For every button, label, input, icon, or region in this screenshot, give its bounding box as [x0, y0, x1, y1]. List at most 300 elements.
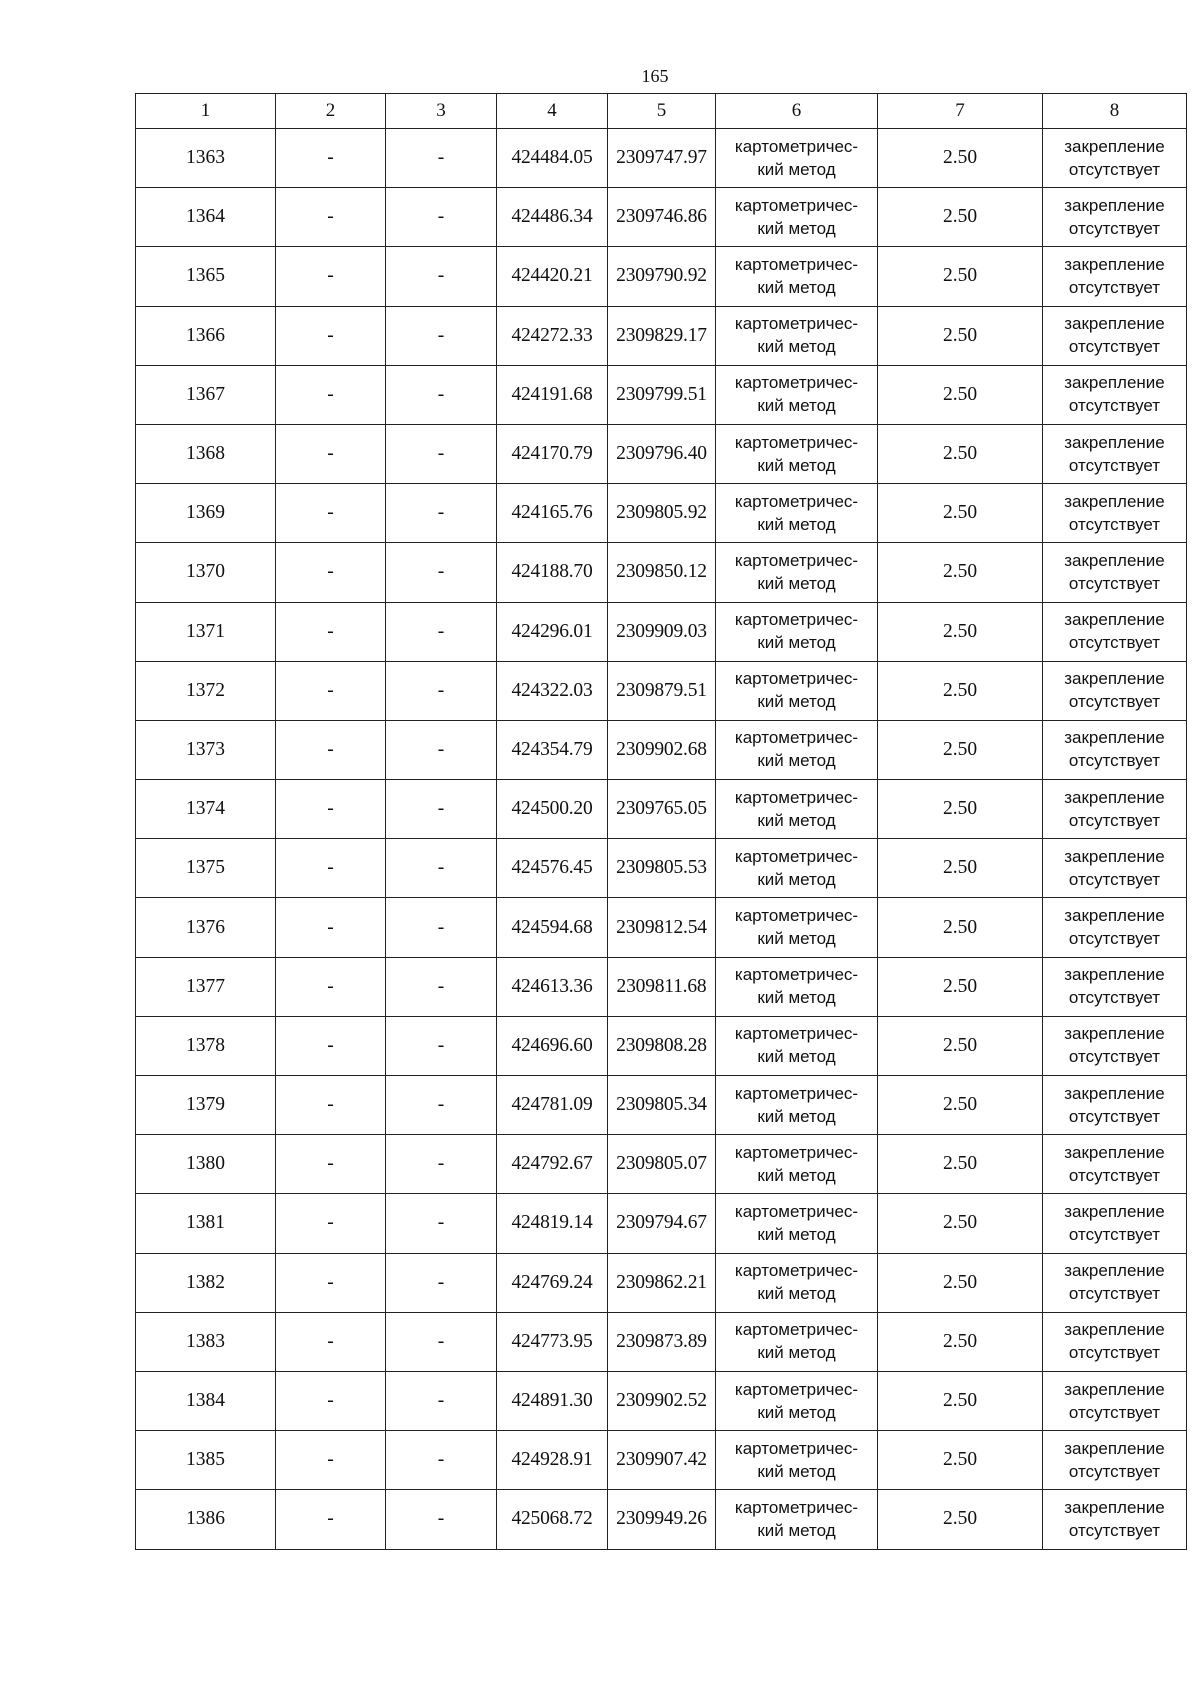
accuracy-cell: 2.50	[878, 720, 1043, 779]
y-coordinate-cell: 2309829.17	[608, 306, 716, 365]
table-row	[136, 780, 1187, 839]
fixing-cell	[1043, 1490, 1187, 1549]
column-header: 1	[136, 94, 276, 129]
column-header: 2	[276, 94, 386, 129]
fixing-line-2: отсутствует	[1068, 1343, 1161, 1363]
table-row	[136, 661, 1187, 720]
fixing-cell	[1043, 1312, 1187, 1371]
fixing-cell	[1043, 543, 1187, 602]
table-row	[136, 247, 1187, 306]
fixing-line-1: закрепление	[1064, 1261, 1165, 1281]
method-cell	[716, 1016, 878, 1075]
table-row	[136, 1431, 1187, 1490]
fixing-line-1: закрепление	[1064, 1083, 1165, 1103]
x-coordinate-cell: 424819.14	[497, 1194, 608, 1253]
method-line-2: кий метод	[757, 633, 836, 653]
method-line-2: кий метод	[757, 277, 836, 297]
column-2-cell: -	[276, 129, 386, 188]
fixing-line-1: закрепление	[1064, 1379, 1165, 1399]
point-number-cell: 1367	[136, 365, 276, 424]
fixing-line-2: отсутствует	[1068, 692, 1161, 712]
accuracy-cell: 2.50	[878, 424, 1043, 483]
column-3-cell: -	[386, 1312, 497, 1371]
method-line-2: кий метод	[757, 692, 836, 712]
column-2-cell: -	[276, 720, 386, 779]
method-cell	[716, 1371, 878, 1430]
fixing-line-1: закрепление	[1064, 1024, 1165, 1044]
fixing-line-1: закрепление	[1064, 373, 1165, 393]
y-coordinate-cell: 2309949.26	[608, 1490, 716, 1549]
fixing-line-1: закрепление	[1064, 314, 1165, 334]
column-3-cell: -	[386, 720, 497, 779]
column-3-cell: -	[386, 1253, 497, 1312]
method-line-2: кий метод	[757, 337, 836, 357]
column-header: 7	[878, 94, 1043, 129]
method-line-1: картометричес-	[734, 1497, 859, 1517]
column-2-cell: -	[276, 1253, 386, 1312]
column-2-cell: -	[276, 247, 386, 306]
accuracy-cell: 2.50	[878, 1076, 1043, 1135]
fixing-cell	[1043, 1253, 1187, 1312]
method-cell	[716, 602, 878, 661]
fixing-line-2: отсутствует	[1068, 869, 1161, 889]
accuracy-cell: 2.50	[878, 780, 1043, 839]
accuracy-cell: 2.50	[878, 839, 1043, 898]
x-coordinate-cell: 424500.20	[497, 780, 608, 839]
point-number-cell: 1364	[136, 188, 276, 247]
column-2-cell: -	[276, 957, 386, 1016]
method-line-1: картометричес-	[734, 195, 859, 215]
x-coordinate-cell: 424594.68	[497, 898, 608, 957]
method-cell	[716, 484, 878, 543]
method-line-1: картометричес-	[734, 491, 859, 511]
table-row	[136, 129, 1187, 188]
fixing-line-1: закрепление	[1064, 195, 1165, 215]
method-cell	[716, 1076, 878, 1135]
fixing-line-1: закрепление	[1064, 906, 1165, 926]
fixing-line-2: отсутствует	[1068, 633, 1161, 653]
y-coordinate-cell: 2309799.51	[608, 365, 716, 424]
table-header-row	[136, 94, 1187, 129]
x-coordinate-cell: 424188.70	[497, 543, 608, 602]
column-3-cell: -	[386, 365, 497, 424]
method-cell	[716, 898, 878, 957]
y-coordinate-cell: 2309765.05	[608, 780, 716, 839]
fixing-line-2: отсутствует	[1068, 751, 1161, 771]
fixing-line-1: закрепление	[1064, 1438, 1165, 1458]
accuracy-cell: 2.50	[878, 306, 1043, 365]
point-number-cell: 1374	[136, 780, 276, 839]
point-number-cell: 1376	[136, 898, 276, 957]
point-number-cell: 1369	[136, 484, 276, 543]
column-2-cell: -	[276, 1194, 386, 1253]
fixing-cell	[1043, 1431, 1187, 1490]
fixing-line-1: закрепление	[1064, 1320, 1165, 1340]
point-number-cell: 1381	[136, 1194, 276, 1253]
x-coordinate-cell: 424165.76	[497, 484, 608, 543]
method-line-2: кий метод	[757, 988, 836, 1008]
column-2-cell: -	[276, 484, 386, 543]
fixing-cell	[1043, 1194, 1187, 1253]
method-line-2: кий метод	[757, 396, 836, 416]
accuracy-cell: 2.50	[878, 1253, 1043, 1312]
point-number-cell: 1371	[136, 602, 276, 661]
point-number-cell: 1385	[136, 1431, 276, 1490]
accuracy-cell: 2.50	[878, 1194, 1043, 1253]
fixing-line-2: отсутствует	[1068, 1106, 1161, 1126]
x-coordinate-cell: 424354.79	[497, 720, 608, 779]
column-header: 5	[608, 94, 716, 129]
column-3-cell: -	[386, 602, 497, 661]
method-cell	[716, 1431, 878, 1490]
table-row	[136, 1076, 1187, 1135]
method-line-1: картометричес-	[734, 1024, 859, 1044]
fixing-cell	[1043, 1016, 1187, 1075]
column-2-cell: -	[276, 1016, 386, 1075]
fixing-line-2: отсутствует	[1068, 1047, 1161, 1067]
table-row	[136, 1016, 1187, 1075]
table-row	[136, 1490, 1187, 1549]
column-2-cell: -	[276, 543, 386, 602]
method-cell	[716, 1490, 878, 1549]
accuracy-cell: 2.50	[878, 1490, 1043, 1549]
method-line-2: кий метод	[757, 869, 836, 889]
fixing-cell	[1043, 424, 1187, 483]
fixing-line-1: закрепление	[1064, 1142, 1165, 1162]
y-coordinate-cell: 2309794.67	[608, 1194, 716, 1253]
accuracy-cell: 2.50	[878, 247, 1043, 306]
column-2-cell: -	[276, 898, 386, 957]
point-number-cell: 1382	[136, 1253, 276, 1312]
fixing-line-1: закрепление	[1064, 846, 1165, 866]
column-3-cell: -	[386, 424, 497, 483]
fixing-cell	[1043, 365, 1187, 424]
method-cell	[716, 543, 878, 602]
fixing-line-1: закрепление	[1064, 550, 1165, 570]
fixing-cell	[1043, 484, 1187, 543]
column-3-cell: -	[386, 543, 497, 602]
y-coordinate-cell: 2309805.07	[608, 1135, 716, 1194]
point-number-cell: 1366	[136, 306, 276, 365]
fixing-cell	[1043, 1371, 1187, 1430]
column-2-cell: -	[276, 1371, 386, 1430]
accuracy-cell: 2.50	[878, 1135, 1043, 1194]
method-line-2: кий метод	[757, 929, 836, 949]
column-2-cell: -	[276, 424, 386, 483]
table-row	[136, 543, 1187, 602]
fixing-line-2: отсутствует	[1068, 1520, 1161, 1540]
accuracy-cell: 2.50	[878, 188, 1043, 247]
method-line-1: картометричес-	[734, 136, 859, 156]
method-line-2: кий метод	[757, 1165, 836, 1185]
fixing-line-1: закрепление	[1064, 787, 1165, 807]
fixing-line-1: закрепление	[1064, 491, 1165, 511]
fixing-line-2: отсутствует	[1068, 514, 1161, 534]
fixing-line-1: закрепление	[1064, 254, 1165, 274]
fixing-cell	[1043, 129, 1187, 188]
fixing-line-2: отсутствует	[1068, 1284, 1161, 1304]
method-line-1: картометричес-	[734, 1438, 859, 1458]
accuracy-cell: 2.50	[878, 1431, 1043, 1490]
coordinates-table	[135, 93, 1187, 1550]
column-3-cell: -	[386, 839, 497, 898]
point-number-cell: 1379	[136, 1076, 276, 1135]
method-line-1: картометричес-	[734, 610, 859, 630]
fixing-line-2: отсутствует	[1068, 455, 1161, 475]
column-2-cell: -	[276, 306, 386, 365]
method-line-1: картометричес-	[734, 669, 859, 689]
x-coordinate-cell: 424322.03	[497, 661, 608, 720]
accuracy-cell: 2.50	[878, 1016, 1043, 1075]
y-coordinate-cell: 2309747.97	[608, 129, 716, 188]
y-coordinate-cell: 2309879.51	[608, 661, 716, 720]
column-3-cell: -	[386, 129, 497, 188]
x-coordinate-cell: 424576.45	[497, 839, 608, 898]
method-cell	[716, 780, 878, 839]
table-row	[136, 484, 1187, 543]
method-line-1: картометричес-	[734, 314, 859, 334]
method-cell	[716, 957, 878, 1016]
method-line-1: картометричес-	[734, 1261, 859, 1281]
fixing-line-2: отсутствует	[1068, 1402, 1161, 1422]
x-coordinate-cell: 424272.33	[497, 306, 608, 365]
accuracy-cell: 2.50	[878, 957, 1043, 1016]
column-3-cell: -	[386, 1431, 497, 1490]
fixing-line-2: отсутствует	[1068, 277, 1161, 297]
x-coordinate-cell: 424928.91	[497, 1431, 608, 1490]
method-cell	[716, 424, 878, 483]
method-cell	[716, 1194, 878, 1253]
column-3-cell: -	[386, 1371, 497, 1430]
x-coordinate-cell: 424781.09	[497, 1076, 608, 1135]
column-2-cell: -	[276, 1312, 386, 1371]
accuracy-cell: 2.50	[878, 484, 1043, 543]
column-3-cell: -	[386, 188, 497, 247]
page-number: 165	[641, 66, 669, 86]
table-row	[136, 720, 1187, 779]
method-line-2: кий метод	[757, 1343, 836, 1363]
y-coordinate-cell: 2309862.21	[608, 1253, 716, 1312]
column-2-cell: -	[276, 661, 386, 720]
y-coordinate-cell: 2309873.89	[608, 1312, 716, 1371]
method-cell	[716, 720, 878, 779]
fixing-line-2: отсутствует	[1068, 337, 1161, 357]
column-2-cell: -	[276, 1431, 386, 1490]
fixing-cell	[1043, 602, 1187, 661]
method-line-1: картометричес-	[734, 1201, 859, 1221]
table-row	[136, 188, 1187, 247]
y-coordinate-cell: 2309746.86	[608, 188, 716, 247]
fixing-cell	[1043, 839, 1187, 898]
fixing-cell	[1043, 1076, 1187, 1135]
fixing-line-2: отсутствует	[1068, 573, 1161, 593]
y-coordinate-cell: 2309850.12	[608, 543, 716, 602]
point-number-cell: 1377	[136, 957, 276, 1016]
fixing-cell	[1043, 306, 1187, 365]
point-number-cell: 1372	[136, 661, 276, 720]
fixing-line-1: закрепление	[1064, 965, 1165, 985]
column-2-cell: -	[276, 602, 386, 661]
point-number-cell: 1383	[136, 1312, 276, 1371]
column-2-cell: -	[276, 1135, 386, 1194]
fixing-line-1: закрепление	[1064, 669, 1165, 689]
fixing-line-1: закрепление	[1064, 136, 1165, 156]
fixing-line-2: отсутствует	[1068, 396, 1161, 416]
accuracy-cell: 2.50	[878, 543, 1043, 602]
y-coordinate-cell: 2309811.68	[608, 957, 716, 1016]
method-line-1: картометричес-	[734, 432, 859, 452]
y-coordinate-cell: 2309805.34	[608, 1076, 716, 1135]
method-cell	[716, 839, 878, 898]
column-3-cell: -	[386, 1490, 497, 1549]
method-line-2: кий метод	[757, 514, 836, 534]
method-line-2: кий метод	[757, 1402, 836, 1422]
method-cell	[716, 247, 878, 306]
point-number-cell: 1380	[136, 1135, 276, 1194]
fixing-line-1: закрепление	[1064, 610, 1165, 630]
column-2-cell: -	[276, 1490, 386, 1549]
y-coordinate-cell: 2309805.92	[608, 484, 716, 543]
accuracy-cell: 2.50	[878, 602, 1043, 661]
accuracy-cell: 2.50	[878, 129, 1043, 188]
table-row	[136, 1194, 1187, 1253]
method-line-2: кий метод	[757, 159, 836, 179]
table-row	[136, 839, 1187, 898]
column-3-cell: -	[386, 1076, 497, 1135]
fixing-cell	[1043, 1135, 1187, 1194]
method-line-1: картометричес-	[734, 1142, 859, 1162]
x-coordinate-cell: 424613.36	[497, 957, 608, 1016]
method-line-2: кий метод	[757, 218, 836, 238]
x-coordinate-cell: 424170.79	[497, 424, 608, 483]
x-coordinate-cell: 424420.21	[497, 247, 608, 306]
method-line-1: картометричес-	[734, 550, 859, 570]
fixing-line-2: отсутствует	[1068, 1165, 1161, 1185]
method-cell	[716, 1312, 878, 1371]
accuracy-cell: 2.50	[878, 365, 1043, 424]
fixing-cell	[1043, 780, 1187, 839]
fixing-cell	[1043, 898, 1187, 957]
table-row	[136, 1135, 1187, 1194]
column-3-cell: -	[386, 1135, 497, 1194]
method-cell	[716, 661, 878, 720]
method-line-1: картометричес-	[734, 373, 859, 393]
table-row	[136, 306, 1187, 365]
method-cell	[716, 1135, 878, 1194]
column-3-cell: -	[386, 1194, 497, 1253]
fixing-cell	[1043, 957, 1187, 1016]
point-number-cell: 1375	[136, 839, 276, 898]
method-line-1: картометричес-	[734, 1379, 859, 1399]
x-coordinate-cell: 424191.68	[497, 365, 608, 424]
y-coordinate-cell: 2309902.68	[608, 720, 716, 779]
column-header: 8	[1043, 94, 1187, 129]
x-coordinate-cell: 425068.72	[497, 1490, 608, 1549]
column-header: 4	[497, 94, 608, 129]
fixing-line-2: отсутствует	[1068, 988, 1161, 1008]
fixing-line-2: отсутствует	[1068, 159, 1161, 179]
fixing-cell	[1043, 720, 1187, 779]
method-line-1: картометричес-	[734, 965, 859, 985]
fixing-line-2: отсутствует	[1068, 1224, 1161, 1244]
method-line-2: кий метод	[757, 1106, 836, 1126]
method-cell	[716, 129, 878, 188]
point-number-cell: 1378	[136, 1016, 276, 1075]
table-row	[136, 1312, 1187, 1371]
point-number-cell: 1365	[136, 247, 276, 306]
y-coordinate-cell: 2309805.53	[608, 839, 716, 898]
method-line-2: кий метод	[757, 1520, 836, 1540]
column-3-cell: -	[386, 484, 497, 543]
fixing-line-1: закрепление	[1064, 1201, 1165, 1221]
column-2-cell: -	[276, 1076, 386, 1135]
fixing-line-1: закрепление	[1064, 1497, 1165, 1517]
column-2-cell: -	[276, 839, 386, 898]
method-line-2: кий метод	[757, 810, 836, 830]
column-2-cell: -	[276, 365, 386, 424]
column-3-cell: -	[386, 898, 497, 957]
table-row	[136, 898, 1187, 957]
column-2-cell: -	[276, 780, 386, 839]
column-3-cell: -	[386, 306, 497, 365]
x-coordinate-cell: 424486.34	[497, 188, 608, 247]
column-2-cell: -	[276, 188, 386, 247]
method-line-1: картометричес-	[734, 254, 859, 274]
table-row	[136, 1253, 1187, 1312]
column-3-cell: -	[386, 780, 497, 839]
x-coordinate-cell: 424891.30	[497, 1371, 608, 1430]
method-line-1: картометричес-	[734, 846, 859, 866]
table-row	[136, 602, 1187, 661]
fixing-line-2: отсутствует	[1068, 929, 1161, 949]
method-cell	[716, 365, 878, 424]
point-number-cell: 1373	[136, 720, 276, 779]
accuracy-cell: 2.50	[878, 661, 1043, 720]
x-coordinate-cell: 424792.67	[497, 1135, 608, 1194]
accuracy-cell: 2.50	[878, 898, 1043, 957]
y-coordinate-cell: 2309796.40	[608, 424, 716, 483]
point-number-cell: 1370	[136, 543, 276, 602]
method-line-1: картометричес-	[734, 1083, 859, 1103]
point-number-cell: 1368	[136, 424, 276, 483]
method-cell	[716, 306, 878, 365]
method-line-2: кий метод	[757, 573, 836, 593]
column-3-cell: -	[386, 1016, 497, 1075]
y-coordinate-cell: 2309808.28	[608, 1016, 716, 1075]
x-coordinate-cell: 424769.24	[497, 1253, 608, 1312]
column-header: 6	[716, 94, 878, 129]
table-body	[136, 129, 1187, 1550]
table-row	[136, 957, 1187, 1016]
method-line-2: кий метод	[757, 455, 836, 475]
method-line-2: кий метод	[757, 1224, 836, 1244]
column-3-cell: -	[386, 661, 497, 720]
method-line-2: кий метод	[757, 1284, 836, 1304]
y-coordinate-cell: 2309902.52	[608, 1371, 716, 1430]
column-3-cell: -	[386, 247, 497, 306]
method-cell	[716, 188, 878, 247]
point-number-cell: 1386	[136, 1490, 276, 1549]
method-cell	[716, 1253, 878, 1312]
fixing-line-1: закрепление	[1064, 432, 1165, 452]
y-coordinate-cell: 2309909.03	[608, 602, 716, 661]
point-number-cell: 1363	[136, 129, 276, 188]
fixing-cell	[1043, 247, 1187, 306]
fixing-cell	[1043, 661, 1187, 720]
table-row	[136, 424, 1187, 483]
y-coordinate-cell: 2309812.54	[608, 898, 716, 957]
x-coordinate-cell: 424696.60	[497, 1016, 608, 1075]
